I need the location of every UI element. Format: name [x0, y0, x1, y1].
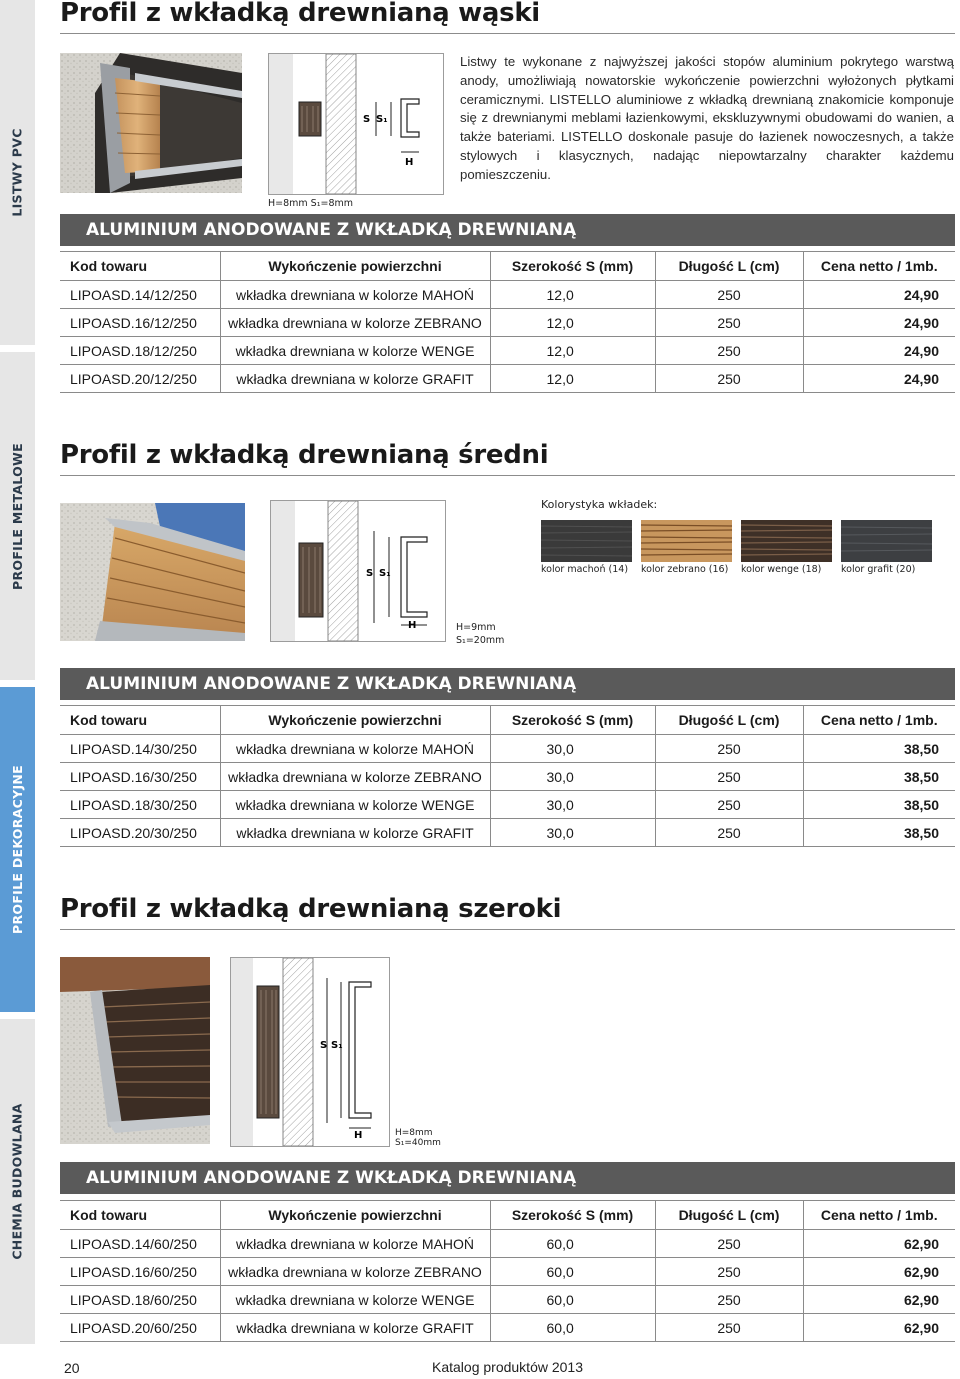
cell-price: 38,50	[803, 791, 955, 819]
section-title-narrow: Profil z wkładką drewnianą wąski	[60, 0, 540, 28]
table-row	[60, 1314, 955, 1342]
cell-price: 24,90	[803, 365, 955, 393]
cell-finish: wkładka drewniana w kolorze ZEBRANO	[220, 309, 490, 337]
cell-price: 62,90	[803, 1286, 955, 1314]
cell-finish: wkładka drewniana w kolorze MAHOŃ	[220, 1230, 490, 1258]
swatch-name: kolor zebrano (16)	[641, 564, 729, 575]
cell-length: 250	[655, 791, 803, 819]
cell-price: 38,50	[803, 819, 955, 847]
table-row	[60, 309, 955, 337]
cell-finish: wkładka drewniana w kolorze MAHOŃ	[220, 281, 490, 309]
cell-width: 30,0	[490, 819, 655, 847]
col-header-code: Kod towaru	[60, 1201, 220, 1230]
dimensions-narrow: H=8mm S₁=8mm	[268, 198, 354, 209]
svg-text:H: H	[408, 620, 417, 631]
section-band-wide: ALUMINIUM ANODOWANE Z WKŁADKĄ DREWNIANĄ	[60, 1162, 955, 1194]
svg-text:S₁: S₁	[331, 1040, 343, 1051]
swatch-grafit	[841, 520, 932, 562]
cell-code: LIPOASD.20/12/250	[60, 365, 220, 393]
title-rule	[60, 929, 955, 930]
cell-code: LIPOASD.20/30/250	[60, 819, 220, 847]
swatches-label: Kolorystyka wkładek:	[541, 498, 658, 511]
cell-code: LIPOASD.18/30/250	[60, 791, 220, 819]
cell-code: LIPOASD.18/12/250	[60, 337, 220, 365]
swatch-name: kolor grafit (20)	[841, 564, 916, 575]
cell-length: 250	[655, 1230, 803, 1258]
table-row	[60, 1286, 955, 1314]
cell-price: 38,50	[803, 763, 955, 791]
swatch-mahon	[541, 520, 632, 562]
price-table-wide	[60, 1200, 955, 1342]
cell-finish: wkładka drewniana w kolorze WENGE	[220, 1286, 490, 1314]
cell-length: 250	[655, 1314, 803, 1342]
profile-drawing-wide	[230, 957, 390, 1147]
dimensions-wide: H=8mm S₁=40mm	[395, 1128, 441, 1148]
col-header-code: Kod towaru	[60, 252, 220, 281]
table-row	[60, 1258, 955, 1286]
svg-text:S₁: S₁	[379, 568, 391, 579]
col-header-finish: Wykończenie powierzchni	[220, 1201, 490, 1230]
swatch-name: kolor machoń (14)	[541, 564, 629, 575]
cell-code: LIPOASD.14/60/250	[60, 1230, 220, 1258]
cell-price: 38,50	[803, 735, 955, 763]
col-header-finish: Wykończenie powierzchni	[220, 706, 490, 735]
product-photo-medium	[60, 503, 245, 641]
cell-finish: wkładka drewniana w kolorze GRAFIT	[220, 1314, 490, 1342]
section-band-narrow: ALUMINIUM ANODOWANE Z WKŁADKĄ DREWNIANĄ	[60, 214, 955, 246]
swatch-zebrano	[641, 520, 732, 562]
cell-width: 30,0	[490, 791, 655, 819]
cell-code: LIPOASD.16/30/250	[60, 763, 220, 791]
cell-length: 250	[655, 819, 803, 847]
cell-finish: wkładka drewniana w kolorze ZEBRANO	[220, 1258, 490, 1286]
cell-width: 60,0	[490, 1230, 655, 1258]
dimensions-medium: H=9mm S₁=20mm	[456, 622, 505, 646]
table-header-row	[60, 252, 955, 281]
cell-length: 250	[655, 337, 803, 365]
table-header-row	[60, 1201, 955, 1230]
title-rule	[60, 475, 955, 476]
table-row	[60, 819, 955, 847]
cell-length: 250	[655, 365, 803, 393]
cell-code: LIPOASD.16/60/250	[60, 1258, 220, 1286]
cell-finish: wkładka drewniana w kolorze MAHOŃ	[220, 735, 490, 763]
cell-code: LIPOASD.14/12/250	[60, 281, 220, 309]
category-sidebar	[0, 0, 35, 1379]
svg-text:S: S	[366, 568, 374, 579]
cell-finish: wkładka drewniana w kolorze GRAFIT	[220, 819, 490, 847]
cell-price: 62,90	[803, 1230, 955, 1258]
col-header-width: Szerokość S (mm)	[490, 706, 655, 735]
svg-text:S: S	[320, 1040, 328, 1051]
profile-drawing-narrow	[268, 53, 444, 195]
page-number: 20	[64, 1360, 80, 1376]
cell-finish: wkładka drewniana w kolorze ZEBRANO	[220, 763, 490, 791]
cell-length: 250	[655, 735, 803, 763]
cell-length: 250	[655, 281, 803, 309]
catalog-title: Katalog produktów 2013	[432, 1359, 583, 1375]
cell-length: 250	[655, 763, 803, 791]
swatch-name: kolor wenge (18)	[741, 564, 822, 575]
price-table-medium	[60, 705, 955, 847]
swatch-wenge	[741, 520, 832, 562]
section-title-medium: Profil z wkładką drewnianą średni	[60, 440, 549, 470]
cell-width: 60,0	[490, 1258, 655, 1286]
table-row	[60, 735, 955, 763]
cell-length: 250	[655, 1258, 803, 1286]
col-header-price: Cena netto / 1mb.	[803, 252, 955, 281]
cell-width: 12,0	[490, 365, 655, 393]
col-header-code: Kod towaru	[60, 706, 220, 735]
sidebar-tab-chemia-budowlana[interactable]: CHEMIA BUDOWLANA	[0, 1019, 35, 1344]
col-header-width: Szerokość S (mm)	[490, 1201, 655, 1230]
product-photo-wide	[60, 957, 210, 1144]
cell-width: 60,0	[490, 1314, 655, 1342]
cell-width: 60,0	[490, 1286, 655, 1314]
sidebar-tab-profile-dekoracyjne[interactable]: PROFILE DEKORACYJNE	[0, 687, 35, 1012]
cell-price: 24,90	[803, 281, 955, 309]
cell-width: 12,0	[490, 309, 655, 337]
col-header-length: Długość L (cm)	[655, 706, 803, 735]
cell-width: 30,0	[490, 735, 655, 763]
svg-text:S: S	[363, 114, 371, 125]
cell-length: 250	[655, 309, 803, 337]
col-header-width: Szerokość S (mm)	[490, 252, 655, 281]
table-row	[60, 1230, 955, 1258]
cell-finish: wkładka drewniana w kolorze WENGE	[220, 791, 490, 819]
section-band-medium: ALUMINIUM ANODOWANE Z WKŁADKĄ DREWNIANĄ	[60, 668, 955, 700]
sidebar-tab-profile-metalowe[interactable]: PROFILE METALOWE	[0, 352, 35, 680]
col-header-price: Cena netto / 1mb.	[803, 706, 955, 735]
table-row	[60, 337, 955, 365]
cell-price: 62,90	[803, 1314, 955, 1342]
profile-drawing-medium	[270, 500, 446, 642]
col-header-length: Długość L (cm)	[655, 252, 803, 281]
cell-width: 30,0	[490, 763, 655, 791]
col-header-length: Długość L (cm)	[655, 1201, 803, 1230]
cell-price: 24,90	[803, 309, 955, 337]
product-description: Listwy te wykonane z najwyższej jakości stopów aluminium pokrytego warstwą anody, umożliwiają nowatorskie wykończenie powierzchni wyłożonych płytkami ceramicznymi. LISTELLO aluminiowe z wkładką drewnianą znakomicie komponuje się z drewnianymi meblami łazienkowymi, ekskluzywnymi obudowami do wanien, a także bateriami. LISTELLO doskonale pasuje do łazienek nowoczesnych, a także stylowych i klasycznych, nadając niepowtarzalny charakter każdemu pomieszczeniu.	[460, 54, 954, 182]
sidebar-tab-listwy-pvc[interactable]: LISTWY PVC	[0, 0, 35, 345]
cell-code: LIPOASD.16/12/250	[60, 309, 220, 337]
cell-price: 24,90	[803, 337, 955, 365]
price-table-narrow	[60, 251, 955, 393]
svg-text:S₁: S₁	[376, 114, 388, 125]
cell-code: LIPOASD.14/30/250	[60, 735, 220, 763]
svg-text:H: H	[354, 1130, 363, 1141]
table-row	[60, 281, 955, 309]
svg-text:H: H	[405, 157, 414, 168]
section-title-wide: Profil z wkładką drewnianą szeroki	[60, 894, 562, 924]
title-rule	[60, 33, 955, 34]
col-header-finish: Wykończenie powierzchni	[220, 252, 490, 281]
cell-finish: wkładka drewniana w kolorze GRAFIT	[220, 365, 490, 393]
table-row	[60, 791, 955, 819]
cell-price: 62,90	[803, 1258, 955, 1286]
table-row	[60, 365, 955, 393]
table-row	[60, 763, 955, 791]
cell-width: 12,0	[490, 337, 655, 365]
table-header-row	[60, 706, 955, 735]
cell-length: 250	[655, 1286, 803, 1314]
cell-code: LIPOASD.18/60/250	[60, 1286, 220, 1314]
cell-width: 12,0	[490, 281, 655, 309]
product-photo-narrow	[60, 53, 242, 193]
cell-code: LIPOASD.20/60/250	[60, 1314, 220, 1342]
cell-finish: wkładka drewniana w kolorze WENGE	[220, 337, 490, 365]
col-header-price: Cena netto / 1mb.	[803, 1201, 955, 1230]
